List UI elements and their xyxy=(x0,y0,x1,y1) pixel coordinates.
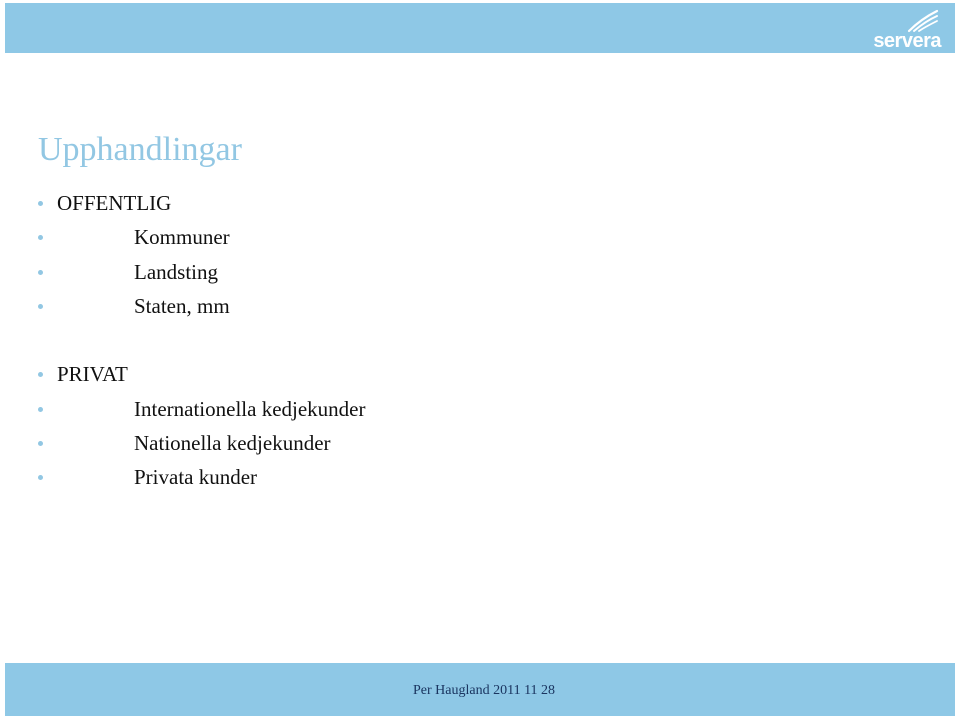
bullet-dot-icon xyxy=(38,475,43,480)
bullet-dot-icon xyxy=(38,270,43,275)
logo-text: servera xyxy=(873,30,941,52)
bullet-text: Landsting xyxy=(134,259,218,284)
servera-logo xyxy=(871,9,941,51)
bullet-text: Staten, mm xyxy=(134,293,230,318)
bullet-dot-icon xyxy=(38,235,43,240)
bullet-dot-icon xyxy=(38,441,43,446)
header-band xyxy=(5,3,955,53)
bullet-text: Internationella kedjekunder xyxy=(134,396,366,421)
bullet-text: Nationella kedjekunder xyxy=(134,431,331,456)
bullet-dot-icon xyxy=(38,407,43,412)
footer-band xyxy=(5,663,955,716)
bullet-dot-icon xyxy=(38,304,43,309)
footer-text: Per Haugland 2011 11 28 xyxy=(413,683,556,698)
bullet-text: PRIVAT xyxy=(57,362,128,387)
bullet-text: Kommuner xyxy=(134,225,230,250)
bullet-text: OFFENTLIG xyxy=(57,191,172,215)
bullet-dot-icon xyxy=(38,372,43,377)
slide-title: Upphandlingar xyxy=(38,131,242,168)
bullet-text: Privata kunder xyxy=(134,465,258,490)
bullet-dot-icon xyxy=(38,201,43,206)
